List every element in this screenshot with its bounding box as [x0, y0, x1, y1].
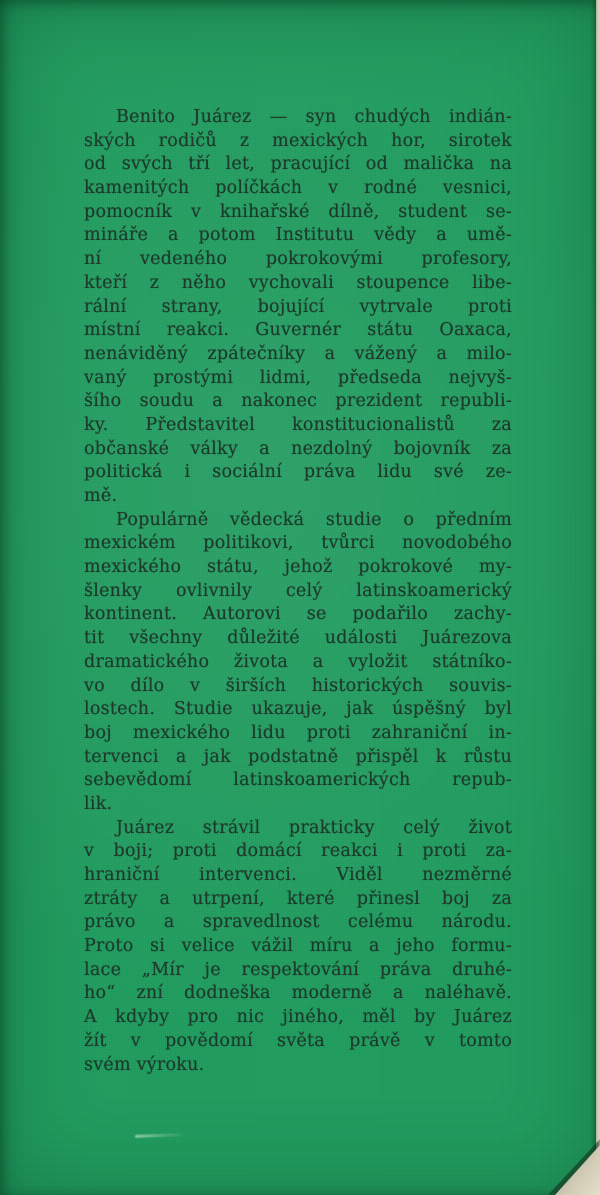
text-line: ní vedeného pokrokovými profesory, — [84, 249, 512, 270]
text-line: pomocník v knihařské dílně, student se- — [84, 201, 512, 222]
text-line: místní reakci. Guvernér státu Oaxaca, — [84, 320, 512, 341]
text-line: ho“ zní dodneška moderně a naléhavě. — [84, 983, 512, 1004]
text-line: od svých tří let, pracující od malička na — [84, 154, 512, 175]
text-line: ztráty a utrpení, které přinesl boj za — [84, 888, 512, 909]
text-line: mě. — [84, 486, 118, 506]
text-line: v boji; proti domácí reakci i proti za- — [84, 841, 512, 862]
text-line: mexického státu, jehož pokrokové my- — [84, 557, 512, 578]
text-line: šlenky ovlivnily celý latinskoamerický — [84, 580, 512, 601]
text-line: rální strany, bojující vytrvale proti — [84, 296, 512, 317]
text-line: Populárně vědecká studie o předním — [116, 509, 512, 530]
text-line: ských rodičů z mexických hor, sirotek — [84, 130, 512, 151]
folded-corner — [555, 1145, 600, 1195]
text-line: mináře a potom Institutu vědy a umě- — [84, 225, 512, 246]
paragraph — [84, 106, 512, 509]
text-line: lostech. Studie ukazuje, jak úspěšný byl — [84, 699, 512, 720]
text-line: lace „Mír je respektování práva druhé- — [84, 959, 512, 980]
text-line: tit všechny důležité události Juárezova — [84, 628, 512, 649]
text-line: politická i sociální práva lidu své ze- — [84, 462, 512, 483]
text-line: šího soudu a nakonec prezident republi- — [84, 391, 512, 412]
text-line: sebevědomí latinskoamerických repub- — [84, 770, 512, 791]
page-edge-strip — [596, 0, 600, 1195]
text-line: tervenci a jak podstatně přispěl k růstu — [84, 746, 512, 767]
text-line: kamenitých políčkách v rodné vesnici, — [84, 178, 512, 199]
text-line: Proto si velice vážil míru a jeho formu- — [84, 936, 512, 957]
text-line: svém výroku. — [84, 1054, 205, 1075]
text-line: vo dílo v širších historických souvis- — [84, 675, 512, 696]
text-line: Juárez strávil prakticky celý život — [116, 817, 512, 838]
text-line: ky. Představitel konstitucionalistů za — [84, 414, 512, 435]
text-line: právo a spravedlnost celému národu. — [84, 912, 512, 933]
text-line: Benito Juárez — syn chudých indián- — [116, 107, 512, 127]
text-line: boj mexického lidu proti zahraniční in- — [84, 722, 512, 743]
text-line: hraniční intervenci. Viděl nezměrné — [84, 865, 512, 885]
text-line: kontinent. Autorovi se podařilo zachy- — [84, 604, 512, 625]
text-line: A kdyby pro nic jiného, měl by Juárez — [84, 1007, 512, 1028]
paragraph — [84, 509, 512, 817]
text-line: dramatického života a vyložit státníko- — [84, 651, 512, 672]
scratch-mark — [135, 1133, 183, 1138]
text-line: vaný prostými lidmi, předseda nejvyš- — [84, 367, 512, 388]
text-line: občanské války a nezdolný bojovník za — [84, 438, 512, 459]
text-line: mexickém politikovi, tvůrci novodobého — [84, 533, 512, 554]
paragraph — [84, 817, 512, 1078]
text-line: nenáviděný zpátečníky a vážený a milo- — [84, 343, 512, 364]
flap-text — [84, 106, 512, 1077]
text-line: lik. — [84, 793, 113, 814]
text-line: žít v povědomí světa právě v tomto — [84, 1030, 512, 1051]
text-line: kteří z něho vychovali stoupence libe- — [84, 272, 512, 293]
